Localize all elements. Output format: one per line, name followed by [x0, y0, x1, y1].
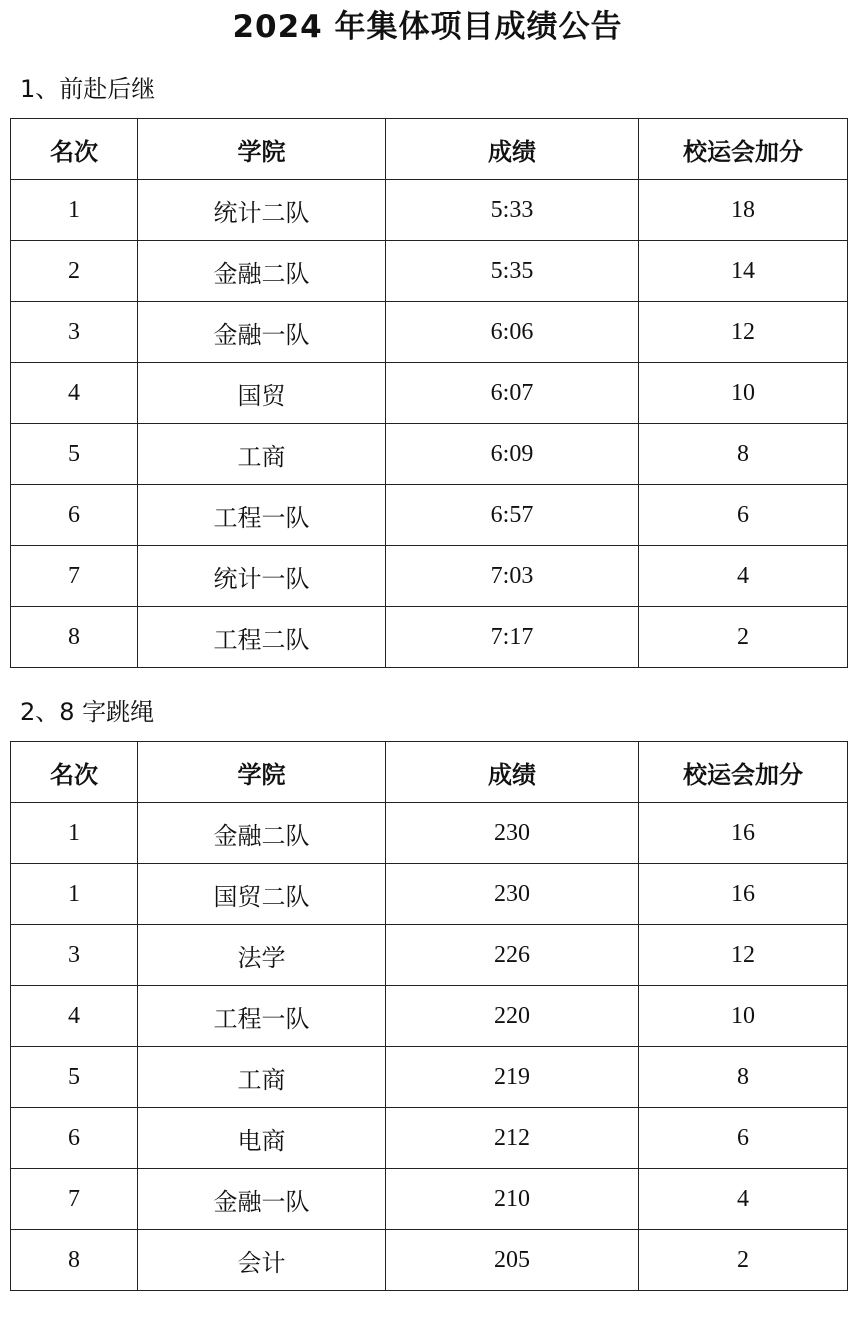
college-cell: 金融二队 — [138, 803, 386, 864]
score-cell: 212 — [386, 1108, 639, 1169]
results-table-relay — [10, 118, 848, 668]
rank-cell: 1 — [11, 803, 138, 864]
table-row — [11, 864, 848, 925]
college-cell: 工商 — [138, 1047, 386, 1108]
table-row — [11, 607, 848, 668]
table-row — [11, 986, 848, 1047]
points-cell: 16 — [639, 864, 848, 925]
score-cell: 7:03 — [386, 546, 639, 607]
results-table-jump-rope — [10, 741, 848, 1291]
points-cell: 12 — [639, 925, 848, 986]
table-row — [11, 424, 848, 485]
college-cell: 金融二队 — [138, 241, 386, 302]
table-row — [11, 1230, 848, 1291]
rank-cell: 3 — [11, 302, 138, 363]
section-heading-relay: 1、前赴后继 — [20, 75, 156, 103]
table-header-row — [11, 119, 848, 180]
score-cell: 220 — [386, 986, 639, 1047]
points-cell: 18 — [639, 180, 848, 241]
rank-cell: 4 — [11, 986, 138, 1047]
rank-cell: 7 — [11, 1169, 138, 1230]
table-row — [11, 546, 848, 607]
college-cell: 电商 — [138, 1108, 386, 1169]
score-cell: 226 — [386, 925, 639, 986]
points-cell: 8 — [639, 424, 848, 485]
table-row — [11, 1169, 848, 1230]
score-cell: 7:17 — [386, 607, 639, 668]
table-header-row — [11, 742, 848, 803]
table-row — [11, 363, 848, 424]
score-cell: 5:35 — [386, 241, 639, 302]
rank-cell: 6 — [11, 1108, 138, 1169]
column-header-rank: 名次 — [11, 742, 138, 803]
score-cell: 205 — [386, 1230, 639, 1291]
column-header-score: 成绩 — [386, 119, 639, 180]
points-cell: 6 — [639, 485, 848, 546]
points-cell: 2 — [639, 1230, 848, 1291]
rank-cell: 1 — [11, 180, 138, 241]
college-cell: 工程一队 — [138, 485, 386, 546]
points-cell: 8 — [639, 1047, 848, 1108]
college-cell: 国贸二队 — [138, 864, 386, 925]
points-cell: 10 — [639, 986, 848, 1047]
table-row — [11, 180, 848, 241]
rank-cell: 8 — [11, 1230, 138, 1291]
college-cell: 法学 — [138, 925, 386, 986]
rank-cell: 2 — [11, 241, 138, 302]
table-row — [11, 1047, 848, 1108]
rank-cell: 3 — [11, 925, 138, 986]
rank-cell: 4 — [11, 363, 138, 424]
rank-cell: 5 — [11, 1047, 138, 1108]
points-cell: 12 — [639, 302, 848, 363]
college-cell: 统计一队 — [138, 546, 386, 607]
table-row — [11, 925, 848, 986]
page-title: 2024 年集体项目成绩公告 — [232, 9, 623, 45]
column-header-college: 学院 — [138, 119, 386, 180]
college-cell: 会计 — [138, 1230, 386, 1291]
table-row — [11, 302, 848, 363]
college-cell: 国贸 — [138, 363, 386, 424]
score-cell: 6:57 — [386, 485, 639, 546]
column-header-points: 校运会加分 — [639, 119, 848, 180]
college-cell: 金融一队 — [138, 302, 386, 363]
column-header-points: 校运会加分 — [639, 742, 848, 803]
points-cell: 4 — [639, 1169, 848, 1230]
column-header-rank: 名次 — [11, 119, 138, 180]
score-cell: 219 — [386, 1047, 639, 1108]
points-cell: 16 — [639, 803, 848, 864]
college-cell: 金融一队 — [138, 1169, 386, 1230]
score-cell: 230 — [386, 864, 639, 925]
score-cell: 6:06 — [386, 302, 639, 363]
points-cell: 4 — [639, 546, 848, 607]
table-row — [11, 803, 848, 864]
table-row — [11, 241, 848, 302]
college-cell: 工程二队 — [138, 607, 386, 668]
column-header-college: 学院 — [138, 742, 386, 803]
points-cell: 10 — [639, 363, 848, 424]
points-cell: 6 — [639, 1108, 848, 1169]
points-cell: 2 — [639, 607, 848, 668]
college-cell: 工商 — [138, 424, 386, 485]
college-cell: 工程一队 — [138, 986, 386, 1047]
college-cell: 统计二队 — [138, 180, 386, 241]
rank-cell: 7 — [11, 546, 138, 607]
score-cell: 230 — [386, 803, 639, 864]
score-cell: 5:33 — [386, 180, 639, 241]
rank-cell: 1 — [11, 864, 138, 925]
score-cell: 6:09 — [386, 424, 639, 485]
score-cell: 210 — [386, 1169, 639, 1230]
rank-cell: 5 — [11, 424, 138, 485]
score-cell: 6:07 — [386, 363, 639, 424]
rank-cell: 6 — [11, 485, 138, 546]
column-header-score: 成绩 — [386, 742, 639, 803]
rank-cell: 8 — [11, 607, 138, 668]
table-row — [11, 1108, 848, 1169]
section-heading-jump-rope: 2、8 字跳绳 — [20, 698, 155, 726]
points-cell: 14 — [639, 241, 848, 302]
table-row — [11, 485, 848, 546]
